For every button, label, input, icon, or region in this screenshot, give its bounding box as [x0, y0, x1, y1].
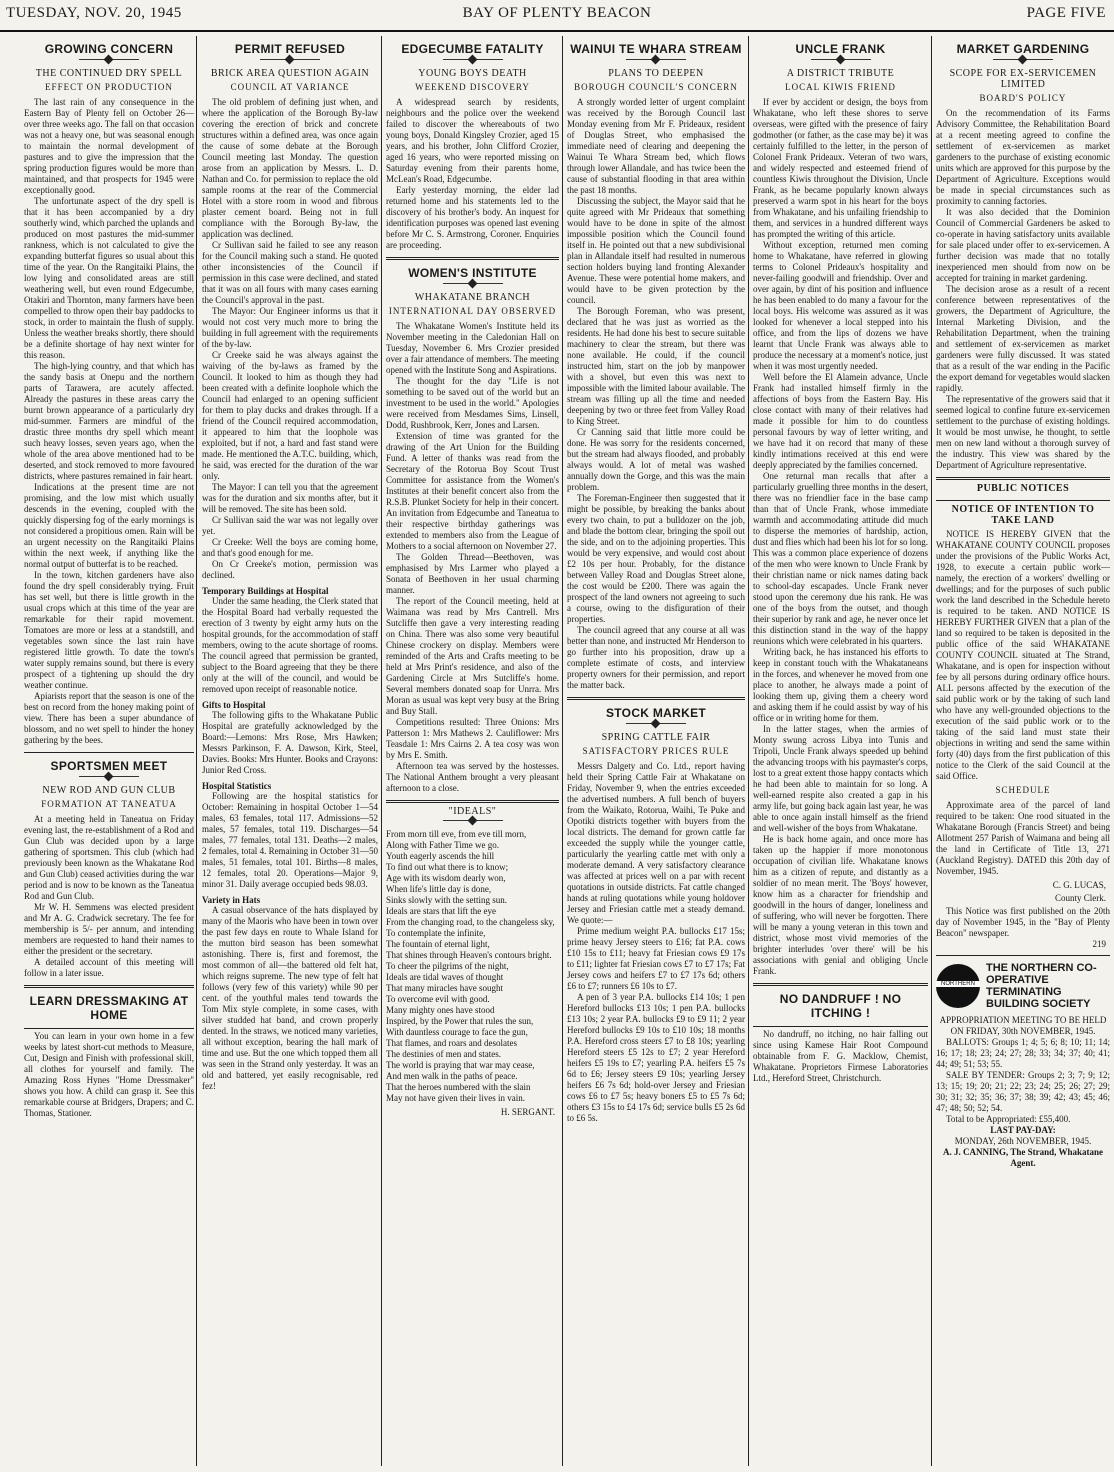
- poem-line: Ideals are stars that lift the eye: [386, 906, 496, 916]
- headline: WOMEN'S INSTITUTE: [408, 266, 537, 280]
- poem-line: To overcome evil with good.: [386, 994, 490, 1004]
- paragraph: The representative of the growers said that it seemed logical to confine future ex-servicemen settlement to the purchase of existing holdings. It would be most unwise, he thought, to settle men on new land without a thorough survey of the industry. This view was shared by the Department of Agriculture representative.: [936, 394, 1110, 470]
- ornament-divider: [260, 59, 320, 64]
- section-title: PUBLIC NOTICES: [976, 483, 1070, 494]
- ornament-divider: [626, 59, 686, 64]
- subheading: BOARD'S POLICY: [979, 93, 1067, 103]
- notice-title: NOTICE OF INTENTION TO TAKE LAND: [951, 504, 1095, 526]
- ornament-divider: [443, 820, 503, 825]
- poem-line: Inspired, by the Power that rules the sun,: [386, 1016, 534, 1026]
- subheading: BRICK AREA QUESTION AGAIN: [210, 68, 370, 79]
- paragraph: A casual observance of the hats displayed by many of the Maoris who have been in town over the past few days en route to Whale Island for the mutton bird season has been somewhat astonishing. There is, first and foremost, the most common of all—the battered old felt hat, which reigns supreme. The new type of felt hat follows (very few of this variety) while 90 per cent. of the youthful males tend towards the Tom Mix style complete, in some cases, with silver studded hat band, and crown properly dented. In the straws, we noticed many varieties, all without exception, bearing the hall mark of time and use. But the one which topped them all was seen in the Strand only yesterday. It was an old and battered, yet easily recognisable, red fez!: [202, 905, 378, 1091]
- poem-title: "IDEALS": [448, 806, 497, 817]
- subheading: SPRING CATTLE FAIR: [601, 732, 711, 743]
- ornament-divider: [79, 776, 139, 781]
- paragraph: The old problem of defining just when, and where the application of the Borough By-law covering the erection of brick and concrete structures within a defined area, was once again the cause of some debate at the Borough Council meeting last Monday. The question arose from an application by Messrs. L. D. Nathan and Co. for permission to replace the old sample rooms at the rear of the Commercial Hotel with a store room in wood and fibrous plaster cement board. Being not in full compliance with the Borough By-law, the application was declined.: [202, 97, 378, 239]
- paragraph: The last rain of any consequence in the Eastern Bay of Plenty fell on October 26—over three weeks ago. The fall on that occasion was not a heavy one, but was seasonal enough to maintain the normal development of pastures and to give the impression that the spring production figures would be more than maintained, and that prospects for 1945 were exceptionally good.: [24, 97, 194, 195]
- paragraph: The following gifts to the Whakatane Public Hospital are gratefully acknowledged by the Board:—Lemons: Mrs Rose, Mrs Hawken; Messrs Parkinson, F. A. Dawson, Kirk, Steel, Davies. Books: Mrs Hunter. Books and Crayons: Junior Red Cross.: [202, 710, 378, 775]
- paragraph: The thought for the day "Life is not something to be saved out of the world but an investment to be used in the world." Apologies were received from Mesdames Sims, Linsell, Dodd, Rushbrook, Kerr, Jones and Larsen.: [386, 376, 559, 430]
- divider: [753, 1026, 928, 1027]
- paragraph: Mr W. H. Semmens was elected president and Mr A. G. Cradwick secretary. The fee for membership is 5/- per annum, and intending members are requested to hand their names to either the president or the secretary.: [24, 902, 194, 956]
- subheading: BOROUGH COUNCIL'S CONCERN: [574, 82, 738, 92]
- paragraph: Indications at the present time are not promising, and the low mist which usually descends in the evening, coupled with the quickly dispersing fog of the early mornings is not considered a propitious omen. Rain will be an urgent necessity on the Rangitaiki Plains within the next week, if anything like the normal output of butterfat is to be reached.: [24, 482, 194, 569]
- building-society-banner: [936, 962, 1110, 1010]
- paragraph: Early yesterday morning, the elder lad returned home and his statements led to the discovery of his brother's body. An inquest for identification purposes was opened last evening before Mr C. S. Armstrong, Coroner. Enquiries are proceeding.: [386, 185, 559, 250]
- notice-text: This Notice was first published on the 20th day of November 1945, in the "Bay of Plenty Beacon" newspaper.: [936, 906, 1110, 938]
- paragraph: The report of the Council meeting, held at Waimana was read by Mrs Cantrell. Mrs Sutcliffe then gave a very interesting reading on China. There was also some very beautiful Chinese crockery on display. Members were reminded of the Arts and Crafts meeting to be held at Mrs Print's residence, and also of the Gardening Circle at Mrs Sutcliffe's home. Several members donated soap for Unrra. Mrs Moran as usual was kept very busy at the Bring and Buy Stall.: [386, 596, 559, 716]
- ad-text: No dandruff, no itching, no hair falling out since using Kamese Hair Root Compound obtainable from F. G. Macklow, Chemist, Whakatane. Proprietors Firmese Laboratories Ltd., Hereford Street, Christchurch.: [753, 1029, 928, 1083]
- subheading: NEW ROD AND GUN CLUB: [42, 785, 176, 796]
- subheading: INTERNATIONAL DAY OBSERVED: [388, 306, 557, 316]
- poem-line: The destinies of men and states.: [386, 1049, 501, 1059]
- poem-line: Sinks slowly with the setting sun.: [386, 895, 508, 905]
- poem-line: That flames, and roars and desolates: [386, 1038, 517, 1048]
- paragraph: Afternoon tea was served by the hostesses. The National Anthem brought a very pleasant afternoon to a close.: [386, 761, 559, 793]
- page-number: PAGE FIVE: [1026, 5, 1106, 21]
- poem-line: From the changing road, to the changeless sky,: [386, 917, 555, 927]
- ornament-divider: [443, 283, 503, 288]
- paragraph: At a meeting held in Taneatua on Friday evening last, the re-establishment of a Rod and Gun Club was decided upon by a large gathering of sportsmen. This club (which had previously been known as the Whakatane Rod and Gun Club) ceased activities during the war period and is now to be known as the Taneatua Rod and Gun Club.: [24, 814, 194, 901]
- paragraph: Writing back, he has instanced his efforts to keep in constant touch with the Whakataneans in the forces, and whenever he moved from one place to another, he always made a point of looking them up, giving them a cheery word and asking them if he could assist by way of his office or in writing home for them.: [753, 647, 928, 723]
- paragraph: The Whakatane Women's Institute held its November meeting in the Caledonian Hall on Tuesday, November 6. Mrs Crozier presided over a fair attendance of members. The meeting opened with the Institute Song and Aspirations.: [386, 321, 559, 375]
- section-heading: Hospital Statistics: [202, 781, 272, 791]
- divider: [936, 477, 1110, 480]
- paragraph: The Borough Foreman, who was present, declared that he was just as worried as the residents. He had done his best to secure suitable machinery to clear the stream, but there was none available. He could, if the council instructed him, start on the job by manpower with a shovel, but even this was next to impossible with the limited labour available. The stream was filling up all the time and needed deepening by two or three feet from Valley Road to King Street.: [567, 306, 745, 426]
- article-column-4: [565, 36, 747, 1466]
- divider: [567, 697, 745, 700]
- column-rule: [196, 36, 197, 1466]
- divider: [24, 985, 194, 988]
- paragraph: Competitions resulted: Three Onions: Mrs Patterson 1: Mrs Mathews 2. Cauliflower: Mrs Teasdale 1: Mrs Cairns 2. A tea cosy was won by Mrs E. Smith.: [386, 717, 559, 760]
- article-column-3: [384, 36, 561, 1466]
- subheading: SATISFACTORY PRICES RULE: [582, 746, 730, 756]
- ornament-divider: [443, 59, 503, 64]
- paragraph: Extension of time was granted for the drawing of the Art Union for the Building Fund. A letter of thanks was read from the Secretary of the Rotorua Boy Scout Trust Committee for assistance from the Women's Institutes at their benefit concert also from the R.S.B. Plunket Society for help in their concert. An invitation from Edgecumbe and Taneatua to their respective birthday gatherings was extended to members also from the League of Mothers to a social afternoon on November 27.: [386, 431, 559, 551]
- subheading: WEEKEND DISCOVERY: [415, 82, 530, 92]
- poem-line: Ideals are tidal waves of thought: [386, 972, 504, 982]
- masthead-title: BAY OF PLENTY BEACON: [462, 5, 652, 21]
- paragraph: The high-lying country, and that which has the sandy basis at Onepu and the northern parts of Tarawera, are acutely affected. Already the pastures in these areas carry the burnt brown appearance of a particularly dry mid-summer. Farmers are mindful of the drastic three months dry spell which meant such heavy losses, seven years ago, when the whole of the area above mentioned had to be deserted, and stock removed to more favoured districts, where pastures remained in fair heart.: [24, 361, 194, 481]
- paragraph: The Golden Thread—Beethoven, was emphasised by Mrs Larmer who played a Sonata of Beethoven in her usual charming manner.: [386, 552, 559, 595]
- article-column-6: [934, 36, 1112, 1466]
- headline: GROWING CONCERN: [44, 42, 174, 56]
- subheading: WHAKATANE BRANCH: [414, 292, 531, 303]
- subheading: EFFECT ON PRODUCTION: [45, 82, 173, 92]
- schedule-heading: SCHEDULE: [995, 785, 1051, 795]
- article-column-5: [751, 36, 930, 1466]
- article-column-1: [22, 36, 196, 1466]
- column-rule: [931, 36, 932, 1466]
- paragraph: A widespread search by residents, neighbours and the police over the weekend failed to discover the whereabouts of two young boys, Donald Kingsley Crozier, aged 15 years, and his brother, John Clifford Crozier, aged 16 years, who were reported missing on Saturday evening from their parents home, McLean's Road, Edgecumbe.: [386, 97, 559, 184]
- paragraph: Well before the El Alamein advance, Uncle Frank had installed himself firmly in the affections of boys from the Eastern Bay. His close contact with many of their relatives had made it possible for him to do countless personal favours by way of letter writing, and we have had it on record that many of these kindly intimations received at this end were deeply appreciated by the families concerned.: [753, 372, 928, 470]
- poem-line: To cheer the pilgrims of the night,: [386, 961, 509, 971]
- paragraph: On the recommendation of its Farms Advisory Committee, the Rehabilitation Board at a recent meeting agreed to confine the settlement of ex-servicemen as market gardeners to the purchase of existing economic units which are approved for this purpose by the Department of Agriculture. Exceptions would be made in special circumstances such as proximity to canning factories.: [936, 108, 1110, 206]
- section-heading: Temporary Buildings at Hospital: [202, 586, 329, 596]
- poem-line: That many miracles have sought: [386, 983, 503, 993]
- paragraph: Messrs Dalgety and Co. Ltd., report having held their Spring Cattle Fair at Whakatane on Friday, November 9, when the entries exceeded the advertised numbers. A full bench of buyers from the Waikato, Rotorua, Waihi, Te Puke and Opotiki districts together with buyers from the local districts. The demand for grown cattle far exceeded the supply while the younger cattle, particularly the yearling cattle met with only a moderate demand. A very satisfactory clearance was affected at prices well on a par with recent quotations in outside districts. Fat cattle changed hands at ruling quotations while young holdover Jersey and Friesian cattle met a steady demand. We quote:—: [567, 761, 745, 925]
- paragraph: Apiarists report that the season is one of the best on record from the honey making point of view. There has been a super abundance of blossom, and no wet spell to hinder the honey gathering by the bees.: [24, 691, 194, 745]
- paragraph: On Cr Creeke's motion, permission was declined.: [202, 559, 378, 580]
- ornament-divider: [811, 59, 871, 64]
- ad-text: Total to be Appropriated: £55,400.: [946, 1114, 1071, 1124]
- paragraph: Without exception, returned men coming home to Whakatane, have referred in glowing terms to Colonel Prideaux's hospitality and never-failing goodwill and friendship. Over and over again, by dint of his position and influence he has been enabled to do many a favour for the local boys. His welcome was assured as it was looked for whenever a local stepped into his office, and from the lips of dozens we have learnt that Uncle Frank was always able to produce the necessary at a moment's notice, just when it was most urgently needed.: [753, 240, 928, 371]
- poem-author: H. SERGANT.: [500, 1107, 555, 1117]
- subheading: YOUNG BOYS DEATH: [418, 68, 527, 79]
- column-rule: [381, 36, 382, 1466]
- divider: [936, 955, 1110, 956]
- poem-line: With dauntless courage to face the gun,: [386, 1027, 528, 1037]
- subheading: COUNCIL AT VARIANCE: [230, 82, 350, 92]
- headline: STOCK MARKET: [605, 706, 707, 720]
- headline: EDGECUMBE FATALITY: [401, 42, 544, 56]
- ad-text: MONDAY, 26th NOVEMBER, 1945.: [954, 1136, 1092, 1146]
- notice-text: NOTICE IS HEREBY GIVEN that the WHAKATANE COUNTY COUNCIL proposes under the provisions of the Public Works Act, 1928, to execute a certain public work—namely, the erection of a workers' dwelling or dwellings; and for the purposes of such public work the land described in the Schedule hereto is required to be taken. AND NOTICE IS HEREBY FURTHER GIVEN that a plan of the land so required to be taken is deposited in the public office of the said WHAKATANE COUNTY COUNCIL situated at The Strand, Whakatane, and is open for inspection without fee by all persons during ordinary office hours. ALL persons affected by the execution of the said public work or by the taking of such land who have any well-grounded objections to the execution of the said public work or to the taking of the said land must state their objections in writing and send the same within forty (40) days from the first publication of this notice to the Clerk of the said Council at the said Office.: [936, 529, 1110, 781]
- poem-line: When life's little day is done,: [386, 884, 492, 894]
- article-column-2: [200, 36, 380, 1466]
- ornament-divider: [626, 723, 686, 728]
- ornament-divider: [79, 59, 139, 64]
- paragraph: Cr Creeke said he was always against the waiving of the by-laws as framed by the Council. It looked to him as though they had been created with a definite loophole which the Council had enlarged to an opening sufficient for them to play ducks and drakes through. If a friend of the Council required accommodation, it appeared to him that the loophole was exploited, but if not, a hard and fast stand were made. He mentioned the A.T.C. building, which, he said, was erected for the duration of the war only.: [202, 350, 378, 481]
- poem-line: That shines through Heaven's contours bright.: [386, 950, 552, 960]
- paragraph: Cr Sullivan said he failed to see any reason for the Council making such a stand. He quoted other inconsistencies of the Council if permission in this case were declined, and stated that it was on all fours with many cases earning the Council's approval in the past.: [202, 240, 378, 305]
- ad-text: LAST PAY-DAY:: [990, 1125, 1056, 1135]
- column-rule: [748, 36, 749, 1466]
- paragraph: He is back home again, and once more has taken up the happier if more monotonous occupation of civilian life. Whakatane knows him as a citizen of repute, and distantly as a soldier of no mean merit. The 'Boys' however, know him as a character for friendship and goodwill in the hours of danger, loneliness and of suffering, who will never be forgotten. There will be many a young veteran in this town and district, whose most vivid memories of the brighter interludes 'over there' will be his associations with genial and obliging Uncle Frank.: [753, 834, 928, 976]
- paragraph: You can learn in your own home in a few weeks by latest short-cut methods to Measure, Cut, Design and Finish with professional skill, all clothes for yourself and family. The Amazing Ross Hynes "Home Dressmaker" shows you how. A child can grasp it. See this remarkable course at Bridgers, Drapers; and C. Thomas, Stationer.: [24, 1031, 194, 1118]
- divider: [386, 257, 559, 260]
- subheading: THE CONTINUED DRY SPELL: [35, 68, 183, 79]
- notice-number: 219: [1092, 939, 1106, 949]
- notice-text: Approximate area of the parcel of land required to be taken: One rood situated in the Whakatane Borough (Francis Street) and being Allotment 257 Parish of Waimana and being all the land in Certificate of Title 13, 271 (Auckland Registry). DATED this 20th day of November, 1945.: [936, 800, 1110, 876]
- paragraph: The Mayor: I can tell you that the agreement was for the duration and six months after, but it will be removed. The site has been sold.: [202, 482, 378, 514]
- subheading: PLANS TO DEEPEN: [608, 68, 704, 79]
- headline: UNCLE FRANK: [795, 42, 886, 56]
- subheading: A DISTRICT TRIBUTE: [786, 68, 895, 79]
- issue-date: TUESDAY, NOV. 20, 1945: [6, 5, 182, 21]
- page-header: [0, 0, 1114, 32]
- paragraph: Cr Sullivan said the war was not legally over yet.: [202, 515, 378, 536]
- paragraph: The Mayor: Our Engineer informs us that it would not cost very much more to bring the building in full agreement with the requirements of the by-law.: [202, 306, 378, 349]
- paragraph: A detailed account of this meeting will follow in a later issue.: [24, 957, 194, 978]
- poem-line: Age with its wisdom dearly won,: [386, 873, 506, 883]
- paragraph: Discussing the subject, the Mayor said that he quite agreed with Mr Prideaux that something would have to be done in spite of the almost impossible position which the Council found itself in. He pointed out that a new subdivisional plan in Allandale itself had resulted in numerous section holders buying land fronting Alexander Avenue. These were potential home makers, and would have to be given protection by the council.: [567, 196, 745, 305]
- poem-line: Youth eagerly ascends the hill: [386, 851, 495, 861]
- signer-title: County Clerk.: [1055, 893, 1106, 903]
- column-rule: [562, 36, 563, 1466]
- ad-headline: NO DANDRUFF ! NO ITCHING !: [779, 992, 902, 1020]
- section-heading: Variety in Hats: [202, 895, 261, 905]
- paragraph: In the town, kitchen gardeners have also found the dry spell considerably trying. Fruit has set well, but there is little growth in the usual crops which at this time of the year are remarkable for their rapid movement. Tomatoes are more or less at a standstill, and vegetables sown since the last rain have registered little growth. To date the town's water supply remains sound, but there is every prospect of a tightening up should the dry weather continue.: [24, 570, 194, 690]
- divider: [24, 1028, 194, 1029]
- paragraph: Cr Canning said that little more could be done. He was sorry for the residents concerned, but the stream had always flooded, and probably always would. A lot of metal was washed annually down the Gorge, and this was the main problem.: [567, 427, 745, 492]
- paragraph: The unfortunate aspect of the dry spell is that it has been accompanied by a dry southerly wind, which parched the uplands and produced on most pastures the mid-summer rankness, which is not calculated to give the expanding butterfat figures so usual about this time of the year. On the Rangitaiki Plains, the low lying and consolidated areas are still weathering well, but even round Edgecumbe, Otakiri and Thornton, many farmers have been compelled to throw open their bay paddocks to stock, in order to maintain the flush of supply. Unless the weather breaks shortly, there should be a definite shortage of hay next winter for this reason.: [24, 196, 194, 360]
- poem-line: The fountain of eternal light,: [386, 939, 490, 949]
- paragraph: One returnal man recalls that after a particularly gruelling three months in the desert, there was no friendlier face in the base camp than that of Uncle Frank, whose immediate warmth and accommodating attitude did much to disperse the memories of hardship, action, dust and flies which had been his lot for so long. This was a common place experience of dozens of the men who were known to Uncle Frank by their christian name or nick names dating back to school-day escapades. Uncle Frank never stood upon the ceremony due his rank. He was one of the boys from the outset, and though their superior by rank and age, he never once let this distinction stand in the way of the happy reunions which were celebrated in his quarters.: [753, 471, 928, 646]
- agent-name: A. J. CANNING, The Strand, Whakatane Agent.: [943, 1147, 1103, 1168]
- divider: [753, 983, 928, 986]
- headline: SPORTSMEN MEET: [50, 759, 168, 773]
- poem: [386, 829, 559, 1104]
- paragraph: Following are the hospital statistics for October: Remaining in hospital October 1—54 males, 63 females, total 117. Admissions—52 males, 57 females, total 119. Discharges—54 males, 77 females, total 131. Deaths—2 males, 2 females, total 4. Remaining in October 31—50 males, 51 females, total 101. Births—8 males, 12 females, total 20. Operations—Major 9, minor 31. Daily average occupied beds 98.03.: [202, 791, 378, 889]
- headline: PERMIT REFUSED: [234, 42, 346, 56]
- paragraph: It was also decided that the Dominion Council of Commercial Gardeners be asked to co-operate in having satisfactory units available for sale placed under offer to ex-servicemen. A further decision was made that no totally inexperienced men should from now on be accepted for training in market gardening.: [936, 207, 1110, 283]
- poem-line: May not have given their lives in vain.: [386, 1093, 525, 1103]
- paragraph: If ever by accident or design, the boys from Whakatane, who left these shores to serve overseas, were gifted with the presence of fairy godmother (or father, as the case may be) it was certainly fulfilled to the letter, in the person of Colonel Frank Prideaux. Veteran of two wars, and widely respected and esteemed friend of countless Kiwis throughout the Division, Uncle Frank, as he became popularly known always preserved a warm spot in his heart for the boys from Whakatane, and his unfailing friendship to them, and services in a hundred different ways has prompted the writing of this article.: [753, 97, 928, 239]
- ornament-divider: [993, 59, 1053, 64]
- paragraph: Under the same heading, the Clerk stated that the Hospital Board had verbally requested the erection of 3 twenty by eight army huts on the hospital grounds, for the accommodation of staff members, owing to the acute shortage of rooms. The council agreed that permission be granted, subject to the Board agreeing that they be there only at the will of the council, and would be removed upon receipt of reasonable notice.: [202, 596, 378, 694]
- paragraph: Prime medium weight P.A. bullocks £17 15s; prime heavy Jersey steers to £16; fat P.A. cows £10 15s to £11; heavy fat Friesian cows £9 17s to £11; lighter fat Friesian cows £7 to £7 17s; Fat Jersey cows and heifers £7 to £7 17s 6d; others £6 to £7; runners £6 10s to £7.: [567, 926, 745, 991]
- divider: [24, 752, 194, 753]
- section-heading: Gifts to Hospital: [202, 700, 266, 710]
- paragraph: A strongly worded letter of urgent complaint was received by the Borough Council last Monday evening from Mr F. Prideaux, resident of Douglas Street, who emphasised the immediate need of clearing and deepening the Wainui Te Whara Stream bed, which flows through lower Allandale, and has twice been the cause of substantial flooding in that area within the past 18 months.: [567, 97, 745, 195]
- headline: LEARN DRESSMAKING AT HOME: [29, 994, 189, 1022]
- paragraph: Cr Creeke: Well the boys are coming home, and that's good enough for me.: [202, 537, 378, 558]
- divider: [936, 500, 1110, 501]
- paragraph: In the latter stages, when the armies of Monty swung across Libya into Tunis and Tripoli, Uncle Frank always speeded up behind the advancing troops with his paymaster's corps, lost to a great extent those happy contacts which he had been able to maintain for so long. A well-earned respite also created a gap in his army life, but going back again last year, he was able to once again install himself as the friend and well-wisher of the boys from Whakatane.: [753, 724, 928, 833]
- poem-line: From morn till eve, from eve till morn,: [386, 829, 527, 839]
- paragraph: The council agreed that any course at all was better than none, and instructed Mr Henderson to go further into his proposition, draw up a complete estimate of costs, and interview property owners for their permission, and report the matter back.: [567, 625, 745, 690]
- poem-line: That the heroes numbered with the slain: [386, 1082, 531, 1092]
- subheading: FORMATION AT TANEATUA: [41, 799, 177, 809]
- paragraph: The Foreman-Engineer then suggested that it might be possible, by breaking the banks about every two chain, to put a bulldozer on the job, and blade the bottom clear, bringing the spoil out the side, and on to the adjoining properties. This would be very expensive, and would cost about £2 10s per hour. Probably, for the distance between Valley Road and Douglas Street alone, the cost would be £200. There was again the prospect of the land owners not agreeing to such a course, owing to the disfiguration of their properties.: [567, 493, 745, 624]
- ad-text: BALLOTS: Groups 1; 4; 5; 6; 8; 10; 11; 14; 16; 17; 18; 23; 24; 27; 28; 33; 34; 37; 40; 41; 44; 49; 51; 53; 55.: [936, 1037, 1110, 1069]
- headline: MARKET GARDENING: [956, 42, 1090, 56]
- poem-line: And men walk in the paths of peace.: [386, 1071, 518, 1081]
- ad-text: APPROPRIATION MEETING TO BE HELD ON FRIDAY, 30th NOVEMBER, 1945.: [939, 1015, 1107, 1036]
- headline: WAINUI TE WHARA STREAM: [570, 42, 742, 56]
- building-society-logo: NORTHERN: [936, 964, 980, 1008]
- paragraph: A pen of 3 year P.A. bullocks £14 10s; 1 pen Hereford bullocks £13 10s; 1 pen P.A. bullocks £13 10s; 2 year P.A. bullocks £9 to £9 11; 2 year Hereford bullocks £9 10s to £10 10s; 18 months P.A. Hereford cross steers £7 to £8 10s; yearling Hereford steers £5 12s to £7; 2 year Hereford heifers £5 19s to £7; yearling P.A. heifers £5 7s 6d to £6; Jersey steers £9 10s; yearling Jersey heifers £6 7s 6d; hold-over Jersey and Friesian cows £6 to £7 5s; heavy boners £5 to £5 7s 6d; others £3 15s to £4 17s 6d; service bulls £5 2s 6d to £6 5s.: [567, 992, 745, 1123]
- poem-line: To find out what there is to know;: [386, 862, 509, 872]
- signer-name: C. G. LUCAS,: [1052, 880, 1106, 890]
- poem-line: Along with Father Time we go.: [386, 840, 500, 850]
- poem-line: The world is praying that war may cease,: [386, 1060, 535, 1070]
- divider: [386, 800, 559, 803]
- ad-text: SALE BY TENDER: Groups 2; 3; 7; 9; 12; 13; 15; 19; 20; 21; 22; 23; 24; 25; 26; 27; 29; 30; 31; 32; 35; 36; 37; 38; 39; 42; 43; 45; 46; 47; 48; 50; 52; 54.: [936, 1070, 1110, 1113]
- poem-line: Many mighty ones have stood: [386, 1005, 495, 1015]
- poem-line: To contemplate the infinite,: [386, 928, 486, 938]
- paragraph: The decision arose as a result of a recent conference between representatives of the growers, the Department of Agriculture, the Internal Marketing Division, and the Rehabilitation Department, when the training and settlement of ex-servicemen as market gardeners were fully discussed. It was stated that as a result of the war ending in the Pacific the export demand for vegetables would slacken rapidly.: [936, 284, 1110, 393]
- building-society-name: THE NORTHERN CO-OPERATIVE TERMINATING BUILDING SOCIETY: [986, 962, 1097, 1010]
- subheading: LOCAL KIWIS FRIEND: [785, 82, 896, 92]
- subheading: SCOPE FOR EX-SERVICEMEN LIMITED: [949, 68, 1097, 90]
